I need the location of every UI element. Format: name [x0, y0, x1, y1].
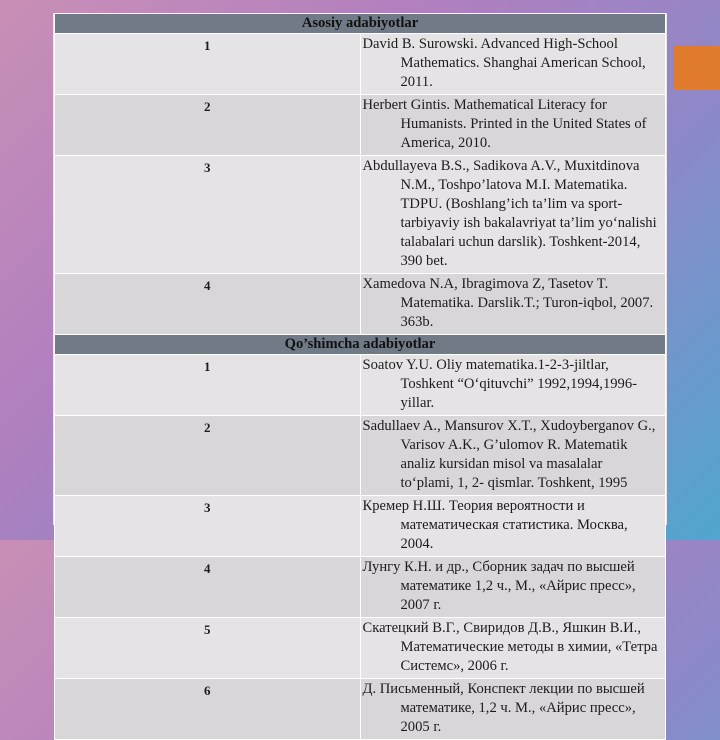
table-row [55, 34, 666, 95]
reference-text: David B. Surowski. Advanced High-School Mathematics. Shanghai American School, 2011. [362, 36, 646, 90]
table-row [55, 274, 666, 335]
reference-text: Xamedova N.A, Ibragimova Z, Tasetov T. Matematika. Darslik.T.; Turon-iqbol, 2007. 363b. [362, 276, 654, 330]
row-number: 2 [55, 416, 361, 496]
row-number: 6 [55, 679, 361, 740]
reference-text: Кремер Н.Ш. Теория вероятности и математическая статистика. Москва, 2004. [362, 498, 628, 552]
row-number: 3 [55, 496, 361, 557]
reference-text: Soatov Y.U. Oliy matematika.1-2-3-jiltlar, Toshkent “O‘qituvchi” 1992,1994,1996-yillar. [362, 357, 637, 411]
row-number: 4 [55, 274, 361, 335]
reference-text: Лунгу К.Н. и др., Сборник задач по высшей математике 1,2 ч., М., «Айрис пресс», 2007 г. [362, 559, 636, 613]
table-row [55, 355, 666, 416]
row-number: 4 [55, 557, 361, 618]
table-row [55, 618, 666, 679]
table-row [55, 679, 666, 740]
table-row [55, 156, 666, 274]
table-row [55, 496, 666, 557]
reference-text: Д. Письменный, Конспект лекции по высшей математике, 1,2 ч. М., «Айрис пресс», 2005 г. [362, 681, 645, 735]
row-number: 5 [55, 618, 361, 679]
row-number: 3 [55, 156, 361, 274]
reference-text: Abdullayeva B.S., Sadikova A.V., Muxitdinova N.M., Toshpo’latova M.I. Matematika. TDPU. (Boshlang’ich ta’lim va sport-tarbiyaviy ish bakalavriyat ta’lim yo‘nalishi talabalari uchun darslik). Toshkent-2014, 390 bet. [362, 158, 657, 269]
table-row [55, 416, 666, 496]
section-header-main [55, 14, 666, 34]
section-header-extra [55, 335, 666, 355]
reference-text: Herbert Gintis. Mathematical Literacy for Humanists. Printed in the United States of America, 2010. [362, 97, 647, 151]
section-title-main: Asosiy adabiyotlar [55, 14, 666, 34]
accent-block [673, 45, 720, 89]
row-number: 2 [55, 95, 361, 156]
reference-text: Скатецкий В.Г., Свиридов Д.В., Яшкин В.И., Математические методы в химии, «Тетра Системс», 2006 г. [362, 620, 658, 674]
references-table [54, 13, 666, 740]
row-number: 1 [55, 355, 361, 416]
reference-text: Sadullaev A., Mansurov X.T., Xudoyberganov G., Varisov A.K., G’ulomov R. Matematik analiz kursidan misol va masalalar to‘plami, 1, 2- qismlar. Toshkent, 1995 [362, 418, 656, 491]
section-title-extra: Qo’shimcha adabiyotlar [55, 335, 666, 355]
row-number: 1 [55, 34, 361, 95]
table-row [55, 557, 666, 618]
table-row [55, 95, 666, 156]
